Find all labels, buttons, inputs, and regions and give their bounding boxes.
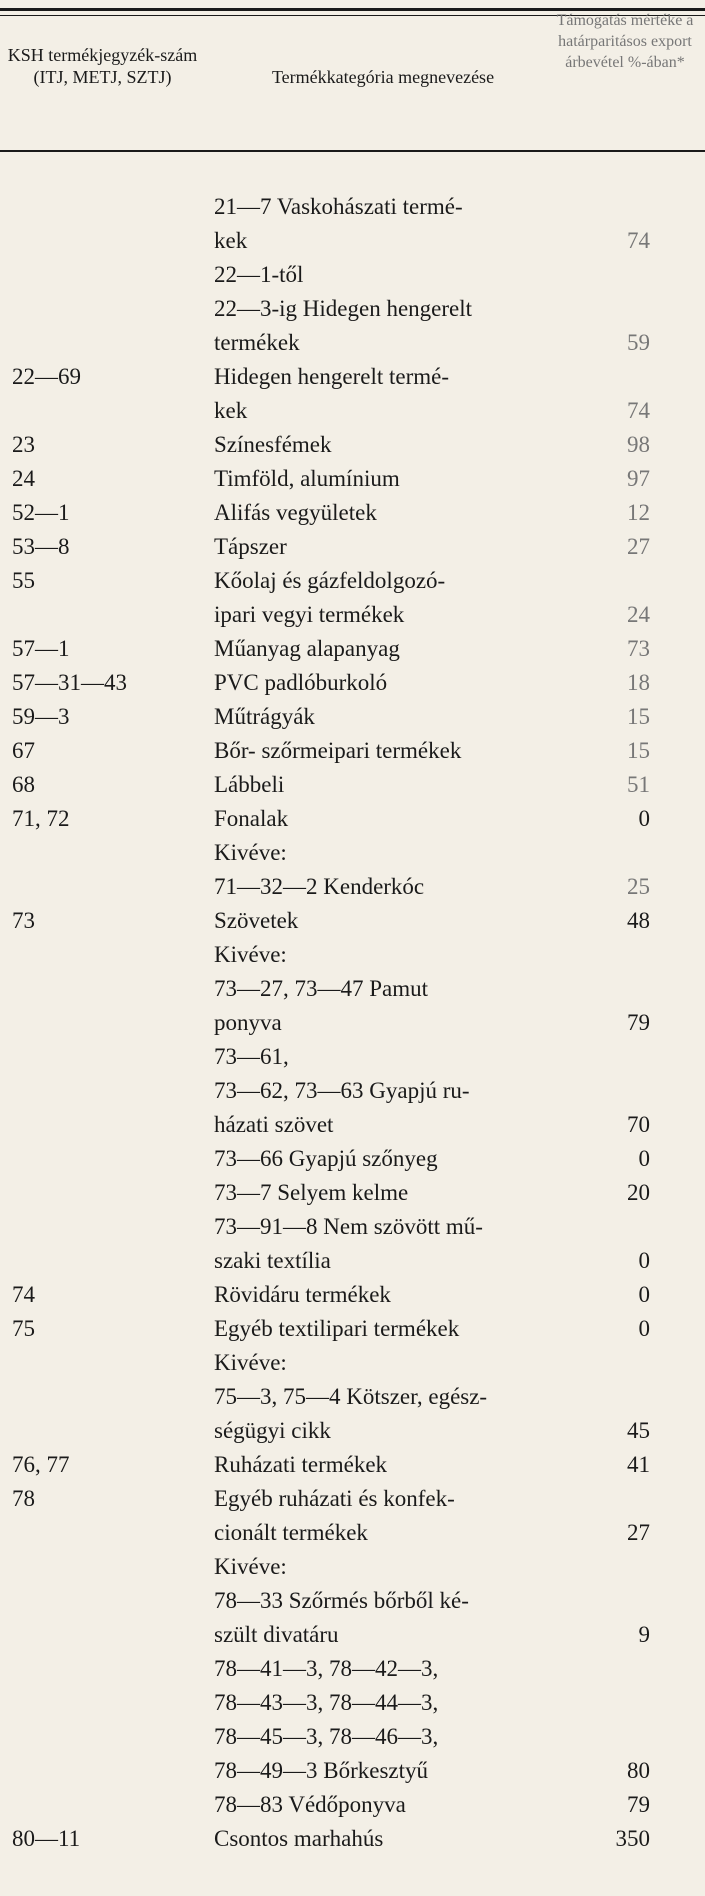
- name-line: 22—3-ig Hidegen hengerelt: [214, 296, 473, 321]
- row-support-value: 15: [627, 704, 650, 729]
- row-support-value: 0: [638, 1248, 650, 1273]
- row-support-value: 41: [627, 1452, 650, 1477]
- table-row: [0, 734, 705, 768]
- table-row: [0, 836, 705, 904]
- name-line: termékek: [214, 330, 300, 355]
- name-line: Lábbeli: [214, 772, 285, 797]
- row-code: 74: [12, 1282, 35, 1307]
- row-support-value: 15: [627, 738, 650, 763]
- row-support-value: 48: [627, 908, 650, 933]
- row-code: 24: [12, 466, 35, 491]
- table-row: [0, 1210, 705, 1278]
- row-support-value: 0: [638, 1316, 650, 1341]
- table-row: [0, 1482, 705, 1550]
- name-line: Ruházati termékek: [214, 1452, 388, 1477]
- name-line: ségügyi cikk: [214, 1418, 331, 1443]
- header-value-column: Támogatás mértéke a határparitásos export árbevétel %-ában*: [556, 12, 694, 71]
- table-row: [0, 564, 705, 632]
- table-row: [0, 1822, 705, 1856]
- row-category-name: [214, 360, 549, 428]
- name-line: Bőr- szőrmeipari termékek: [214, 738, 462, 763]
- name-line: ipari vegyi termékek: [214, 602, 405, 627]
- name-line: Kivéve:: [214, 1350, 287, 1375]
- row-code: 68: [12, 772, 35, 797]
- table-row: [0, 666, 705, 700]
- row-support-value: 51: [627, 772, 650, 797]
- name-line: 78—43—3, 78—44—3,: [214, 1690, 439, 1715]
- table-row: [0, 632, 705, 666]
- table-row: [0, 802, 705, 836]
- table-row: [0, 1142, 705, 1176]
- name-line: szült divatáru: [214, 1622, 339, 1647]
- name-line: Egyéb ruházati és konfek-: [214, 1486, 455, 1511]
- row-code: 71, 72: [12, 806, 70, 831]
- row-support-value: 18: [627, 670, 650, 695]
- row-category-name: [214, 1278, 549, 1312]
- row-code: 52—1: [12, 500, 70, 525]
- table-row: [0, 190, 705, 258]
- header-code-column: KSH termékjegyzék-szám (ITJ, METJ, SZTJ): [7, 45, 198, 87]
- row-category-name: [214, 1346, 549, 1448]
- table-row: [0, 462, 705, 496]
- row-support-value: 45: [627, 1418, 650, 1443]
- table-row: [0, 1278, 705, 1312]
- name-line: 73—27, 73—47 Pamut: [214, 976, 429, 1001]
- row-category-name: [214, 632, 549, 666]
- row-code: 59—3: [12, 704, 70, 729]
- name-line: Fonalak: [214, 806, 289, 831]
- row-category-name: [214, 700, 549, 734]
- row-code: 67: [12, 738, 35, 763]
- row-support-value: 80: [627, 1758, 650, 1783]
- row-category-name: [214, 496, 549, 530]
- header-rule: [0, 150, 705, 152]
- name-line: Kőolaj és gázfeldolgozó-: [214, 568, 446, 593]
- name-line: Timföld, alumínium: [214, 466, 400, 491]
- row-category-name: [214, 1822, 549, 1856]
- name-line: ponyva: [214, 1010, 282, 1035]
- row-category-name: [214, 666, 549, 700]
- row-support-value: 0: [638, 806, 650, 831]
- name-line: Kivéve:: [214, 1554, 287, 1579]
- row-category-name: [214, 904, 549, 938]
- row-support-value: 73: [627, 636, 650, 661]
- name-line: 73—66 Gyapjú szőnyeg: [214, 1146, 438, 1171]
- row-code: 57—1: [12, 636, 70, 661]
- row-support-value: 74: [627, 398, 650, 423]
- name-line: 78—49—3 Bőrkesztyű: [214, 1758, 429, 1783]
- row-category-name: [214, 1448, 549, 1482]
- row-code: 76, 77: [12, 1452, 70, 1477]
- name-line: házati szövet: [214, 1112, 334, 1137]
- row-support-value: 79: [627, 1792, 650, 1817]
- row-support-value: 27: [627, 1520, 650, 1545]
- row-category-name: [214, 1482, 549, 1550]
- name-line: Műanyag alapanyag: [214, 636, 400, 661]
- row-category-name: [214, 734, 549, 768]
- row-category-name: [214, 1788, 549, 1822]
- table-row: [0, 428, 705, 462]
- name-line: Szövetek: [214, 908, 299, 933]
- name-line: szaki textília: [214, 1248, 331, 1273]
- name-line: Műtrágyák: [214, 704, 315, 729]
- row-code: 53—8: [12, 534, 70, 559]
- name-line: 78—83 Védőponyva: [214, 1792, 406, 1817]
- table-row: [0, 938, 705, 1040]
- name-line: 73—61,: [214, 1044, 289, 1069]
- row-code: 22—69: [12, 364, 81, 389]
- name-line: Hidegen hengerelt termé-: [214, 364, 449, 389]
- row-support-value: 24: [627, 602, 650, 627]
- name-line: 73—62, 73—63 Gyapjú ru-: [214, 1078, 470, 1103]
- name-line: Alifás vegyületek: [214, 500, 377, 525]
- name-line: 22—1-től: [214, 262, 304, 287]
- name-line: cionált termékek: [214, 1520, 368, 1545]
- name-line: PVC padlóburkoló: [214, 670, 388, 695]
- name-line: kek: [214, 228, 248, 253]
- table-row: [0, 1176, 705, 1210]
- row-support-value: 12: [627, 500, 650, 525]
- row-support-value: 350: [615, 1826, 650, 1851]
- name-line: 78—45—3, 78—46—3,: [214, 1724, 439, 1749]
- row-code: 78: [12, 1486, 35, 1511]
- table-row: [0, 1448, 705, 1482]
- name-line: 73—7 Selyem kelme: [214, 1180, 409, 1205]
- name-line: 73—91—8 Nem szövött mű-: [214, 1214, 483, 1239]
- row-category-name: [214, 802, 549, 836]
- table-row: [0, 1040, 705, 1142]
- row-category-name: [214, 1652, 549, 1788]
- name-line: Kivéve:: [214, 840, 287, 865]
- table-row: [0, 496, 705, 530]
- name-line: Egyéb textilipari termékek: [214, 1316, 460, 1341]
- table-row: [0, 1346, 705, 1448]
- name-line: 78—41—3, 78—42—3,: [214, 1656, 439, 1681]
- row-code: 23: [12, 432, 35, 457]
- row-category-name: [214, 190, 549, 258]
- row-category-name: [214, 1176, 549, 1210]
- row-code: 55: [12, 568, 35, 593]
- row-support-value: 98: [627, 432, 650, 457]
- name-line: 71—32—2 Kenderkóc: [214, 874, 425, 899]
- name-line: Kivéve:: [214, 942, 287, 967]
- row-category-name: [214, 1210, 549, 1278]
- name-line: Tápszer: [214, 534, 287, 559]
- row-category-name: [214, 530, 549, 564]
- row-category-name: [214, 462, 549, 496]
- row-category-name: [214, 428, 549, 462]
- row-category-name: [214, 1312, 549, 1346]
- row-code: 80—11: [12, 1826, 81, 1851]
- table-row: [0, 258, 705, 360]
- table-row: [0, 700, 705, 734]
- row-support-value: 79: [627, 1010, 650, 1035]
- table-row: [0, 1652, 705, 1788]
- row-category-name: [214, 1142, 549, 1176]
- name-line: 78—33 Szőrmés bőrből ké-: [214, 1588, 469, 1613]
- row-code: 57—31—43: [12, 670, 127, 695]
- row-category-name: [214, 564, 549, 632]
- row-category-name: [214, 938, 549, 1040]
- table-row: [0, 1312, 705, 1346]
- row-support-value: 9: [638, 1622, 650, 1647]
- row-category-name: [214, 1550, 549, 1652]
- table-body: [0, 190, 705, 1856]
- table-row: [0, 530, 705, 564]
- row-category-name: [214, 836, 549, 904]
- row-code: 75: [12, 1316, 35, 1341]
- row-support-value: 25: [627, 874, 650, 899]
- row-support-value: 97: [627, 466, 650, 491]
- name-line: Színesfémek: [214, 432, 332, 457]
- row-support-value: 27: [627, 534, 650, 559]
- row-code: 73: [12, 908, 35, 933]
- table-row: [0, 360, 705, 428]
- table-row: [0, 768, 705, 802]
- row-category-name: [214, 768, 549, 802]
- row-category-name: [214, 1040, 549, 1142]
- header-name-column: Termékkategória megnevezése: [271, 67, 495, 87]
- row-support-value: 74: [627, 228, 650, 253]
- name-line: kek: [214, 398, 248, 423]
- name-line: 75—3, 75—4 Kötszer, egész-: [214, 1384, 488, 1409]
- table-row: [0, 1550, 705, 1652]
- table-row: [0, 904, 705, 938]
- name-line: 21—7 Vaskohászati termé-: [214, 194, 463, 219]
- table-row: [0, 1788, 705, 1822]
- name-line: Csontos marhahús: [214, 1826, 384, 1851]
- row-support-value: 20: [627, 1180, 650, 1205]
- row-support-value: 70: [627, 1112, 650, 1137]
- row-support-value: 59: [627, 330, 650, 355]
- name-line: Rövidáru termékek: [214, 1282, 391, 1307]
- row-support-value: 0: [638, 1282, 650, 1307]
- row-support-value: 0: [638, 1146, 650, 1171]
- row-category-name: [214, 258, 549, 360]
